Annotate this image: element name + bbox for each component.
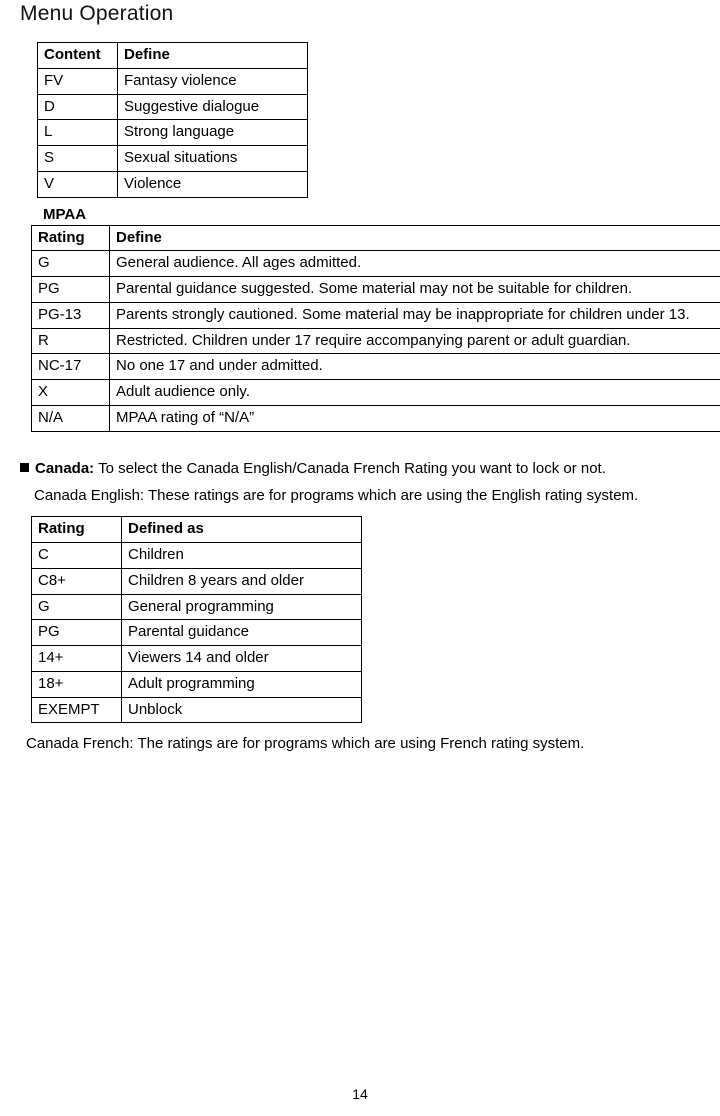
cell-description: MPAA rating of “N/A” [110,405,720,431]
table-row [32,354,720,380]
table-row [38,120,308,146]
cell-description: Violence [118,171,308,197]
cell-rating: X [32,380,110,406]
cell-description: Parental guidance suggested. Some material may not be suitable for children. [110,277,720,303]
cell-rating: C [32,543,122,569]
cell-description: Parental guidance [122,620,362,646]
cell-rating: PG-13 [32,302,110,328]
cell-code: D [38,94,118,120]
content-define-table [37,42,308,198]
table-row [32,594,362,620]
table-header-row [32,517,362,543]
table-row [32,328,720,354]
cell-description: Children [122,543,362,569]
page-title: Menu Operation [20,2,708,26]
cell-rating: EXEMPT [32,697,122,723]
table-row [32,277,720,303]
cell-rating: 18+ [32,671,122,697]
cell-rating: 14+ [32,646,122,672]
cell-description: Adult programming [122,671,362,697]
canada-english-table [31,516,362,723]
cell-rating: R [32,328,110,354]
cell-description: Viewers 14 and older [122,646,362,672]
column-header-rating: Rating [32,225,110,251]
table-row [32,302,720,328]
cell-description: Strong language [118,120,308,146]
cell-code: S [38,146,118,172]
cell-rating: NC-17 [32,354,110,380]
canada-english-intro: Canada English: These ratings are for programs which are using the English rating system. [34,485,704,507]
table-row [32,671,362,697]
table-row [38,68,308,94]
cell-code: V [38,171,118,197]
column-header-define: Define [118,43,308,69]
table-row [38,171,308,197]
cell-code: FV [38,68,118,94]
table-row [38,146,308,172]
table-row [32,405,720,431]
mpaa-table [31,225,720,432]
column-header-define: Define [110,225,720,251]
table-row [32,568,362,594]
mpaa-heading: MPAA [43,206,708,223]
cell-description: Fantasy violence [118,68,308,94]
cell-description: Adult audience only. [110,380,720,406]
table-row [32,620,362,646]
table-row [32,251,720,277]
table-row [32,646,362,672]
cell-rating: G [32,594,122,620]
cell-description: Unblock [122,697,362,723]
column-header-rating: Rating [32,517,122,543]
table-row [38,94,308,120]
canada-bullet-text: To select the Canada English/Canada French Rating you want to lock or not. [98,460,606,477]
table-row [32,543,362,569]
table-row [32,380,720,406]
cell-code: L [38,120,118,146]
cell-description: Parents strongly cautioned. Some material may be inappropriate for children under 13. [110,302,720,328]
page-number: 14 [0,1086,720,1102]
cell-rating: N/A [32,405,110,431]
cell-description: Suggestive dialogue [118,94,308,120]
column-header-defined-as: Defined as [122,517,362,543]
cell-rating: C8+ [32,568,122,594]
document-page [0,2,720,1116]
cell-description: Restricted. Children under 17 require accompanying parent or adult guardian. [110,328,720,354]
table-header-row [38,43,308,69]
canada-bullet-line [20,458,708,479]
cell-description: No one 17 and under admitted. [110,354,720,380]
cell-description: Sexual situations [118,146,308,172]
canada-bullet-label: Canada: [35,460,94,477]
square-bullet-icon [20,463,29,472]
column-header-content: Content [38,43,118,69]
table-header-row [32,225,720,251]
table-row [32,697,362,723]
cell-rating: PG [32,620,122,646]
canada-french-intro: Canada French: The ratings are for programs which are using French rating system. [26,735,708,752]
cell-rating: PG [32,277,110,303]
cell-description: General programming [122,594,362,620]
cell-description: General audience. All ages admitted. [110,251,720,277]
cell-description: Children 8 years and older [122,568,362,594]
cell-rating: G [32,251,110,277]
